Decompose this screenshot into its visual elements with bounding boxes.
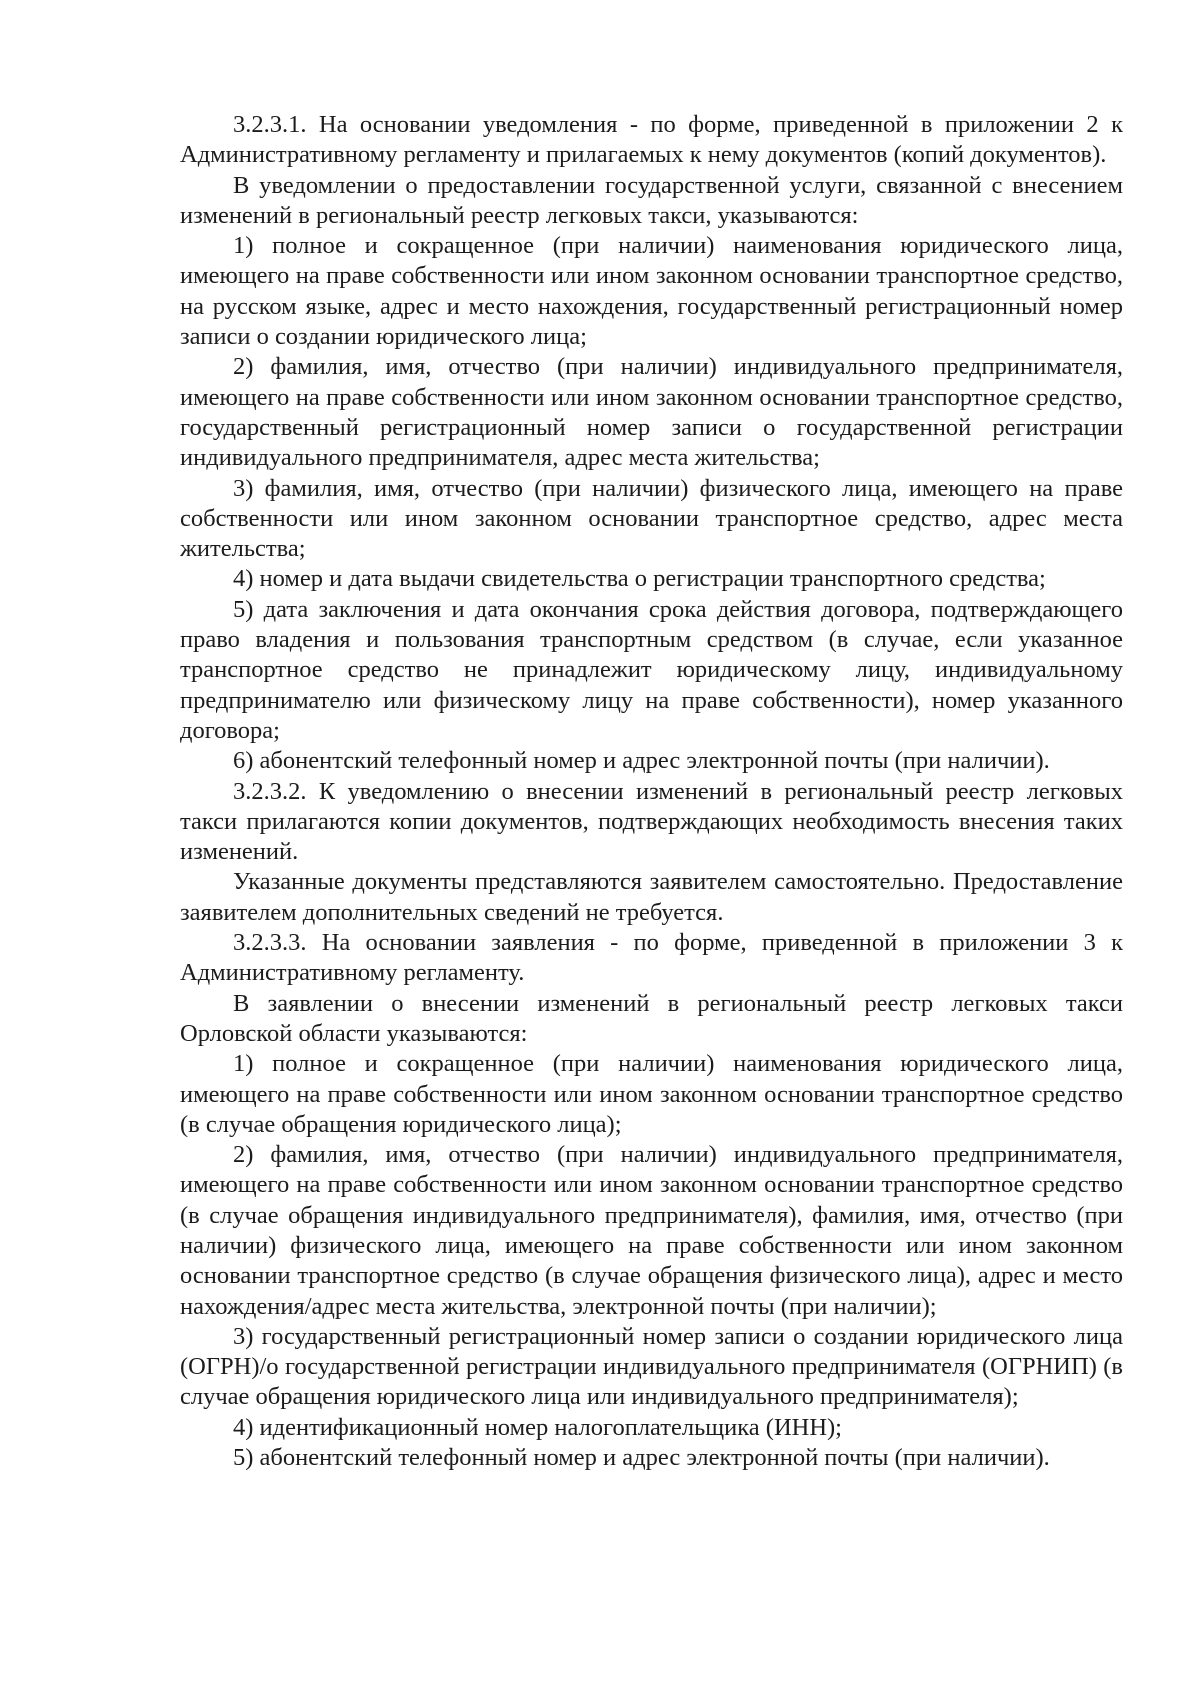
paragraph-3-2-3-2: 3.2.3.2. К уведомлению о внесении изменений в региональный реестр легковых такси прилагаются копии документов, подтверждающих необходимость внесения таких изменений. [180, 777, 1123, 866]
paragraph-3-2-3-1: 3.2.3.1. На основании уведомления - по форме, приведенной в приложении 2 к Административному регламенту и прилагаемых к нему документов (копий документов). [180, 111, 1123, 169]
paragraph-3-2-3-3: 3.2.3.3. На основании заявления - по форме, приведенной в приложении 3 к Административному регламенту. [180, 929, 1123, 987]
paragraph-application-intro: В заявлении о внесении изменений в региональный реестр легковых такси Орловской области указываются: [180, 989, 1123, 1047]
list-item-3: 3) фамилия, имя, отчество (при наличии) физического лица, имеющего на праве собственности или ином законном основании транспортное средство, адрес места жительства; [180, 474, 1123, 563]
paragraph-notification-intro: В уведомлении о предоставлении государственной услуги, связанной с внесением изменений в региональный реестр легковых такси, указываются: [180, 171, 1123, 229]
application-list-item-1: 1) полное и сокращенное (при наличии) наименования юридического лица, имеющего на праве собственности или ином законном основании транспортное средство (в случае обращения юридического лица); [180, 1050, 1123, 1138]
list-item-2: 2) фамилия, имя, отчество (при наличии) индивидуального предпринимателя, имеющего на праве собственности или ином законном основании транспортное средство, государственный регистрационный номер записи о государственной регистрации индивидуального предпринимателя, адрес места жительства; [180, 353, 1123, 472]
application-list-item-3: 3) государственный регистрационный номер записи о создании юридического лица (ОГРН)/о государственной регистрации индивидуального предпринимателя (ОГРНИП) (в случае обращения юридического лица или индивидуального предпринимателя); [180, 1322, 1123, 1411]
application-list-item-2: 2) фамилия, имя, отчество (при наличии) индивидуального предпринимателя, имеющего на праве собственности или ином законном основании транспортное средство (в случае обращения индивидуального предпринимателя), фамилия, имя, отчество (при наличии) физического лица, имеющего на праве собственности или ином законном основании транспортное средство (в случае обращения физического лица), адрес и место нахождения/адрес места жительства, электронной почты (при наличии); [180, 1141, 1123, 1320]
list-item-5: 5) дата заключения и дата окончания срока действия договора, подтверждающего право владения и пользования транспортным средством (в случае, если указанное транспортное средство не принадлежит юридическому лицу, индивидуальному предпринимателю или физическому лицу на праве собственности), номер указанного договора; [180, 595, 1123, 744]
document-body [180, 110, 1123, 1473]
list-item-4: 4) номер и дата выдачи свидетельства о регистрации транспортного средства; [233, 565, 1046, 593]
application-list-item-4: 4) идентификационный номер налогоплательщика (ИНН); [233, 1413, 842, 1441]
list-item-6: 6) абонентский телефонный номер и адрес электронной почты (при наличии). [233, 747, 1050, 775]
paragraph-documents-provided: Указанные документы представляются заявителем самостоятельно. Предоставление заявителем дополнительных сведений не требуется. [180, 868, 1123, 926]
list-item-1: 1) полное и сокращенное (при наличии) наименования юридического лица, имеющего на праве собственности или ином законном основании транспортное средство, на русском языке, адрес и место нахождения, государственный регистрационный номер записи о создании юридического лица; [180, 232, 1123, 351]
application-list-item-5: 5) абонентский телефонный номер и адрес электронной почты (при наличии). [233, 1444, 1050, 1472]
